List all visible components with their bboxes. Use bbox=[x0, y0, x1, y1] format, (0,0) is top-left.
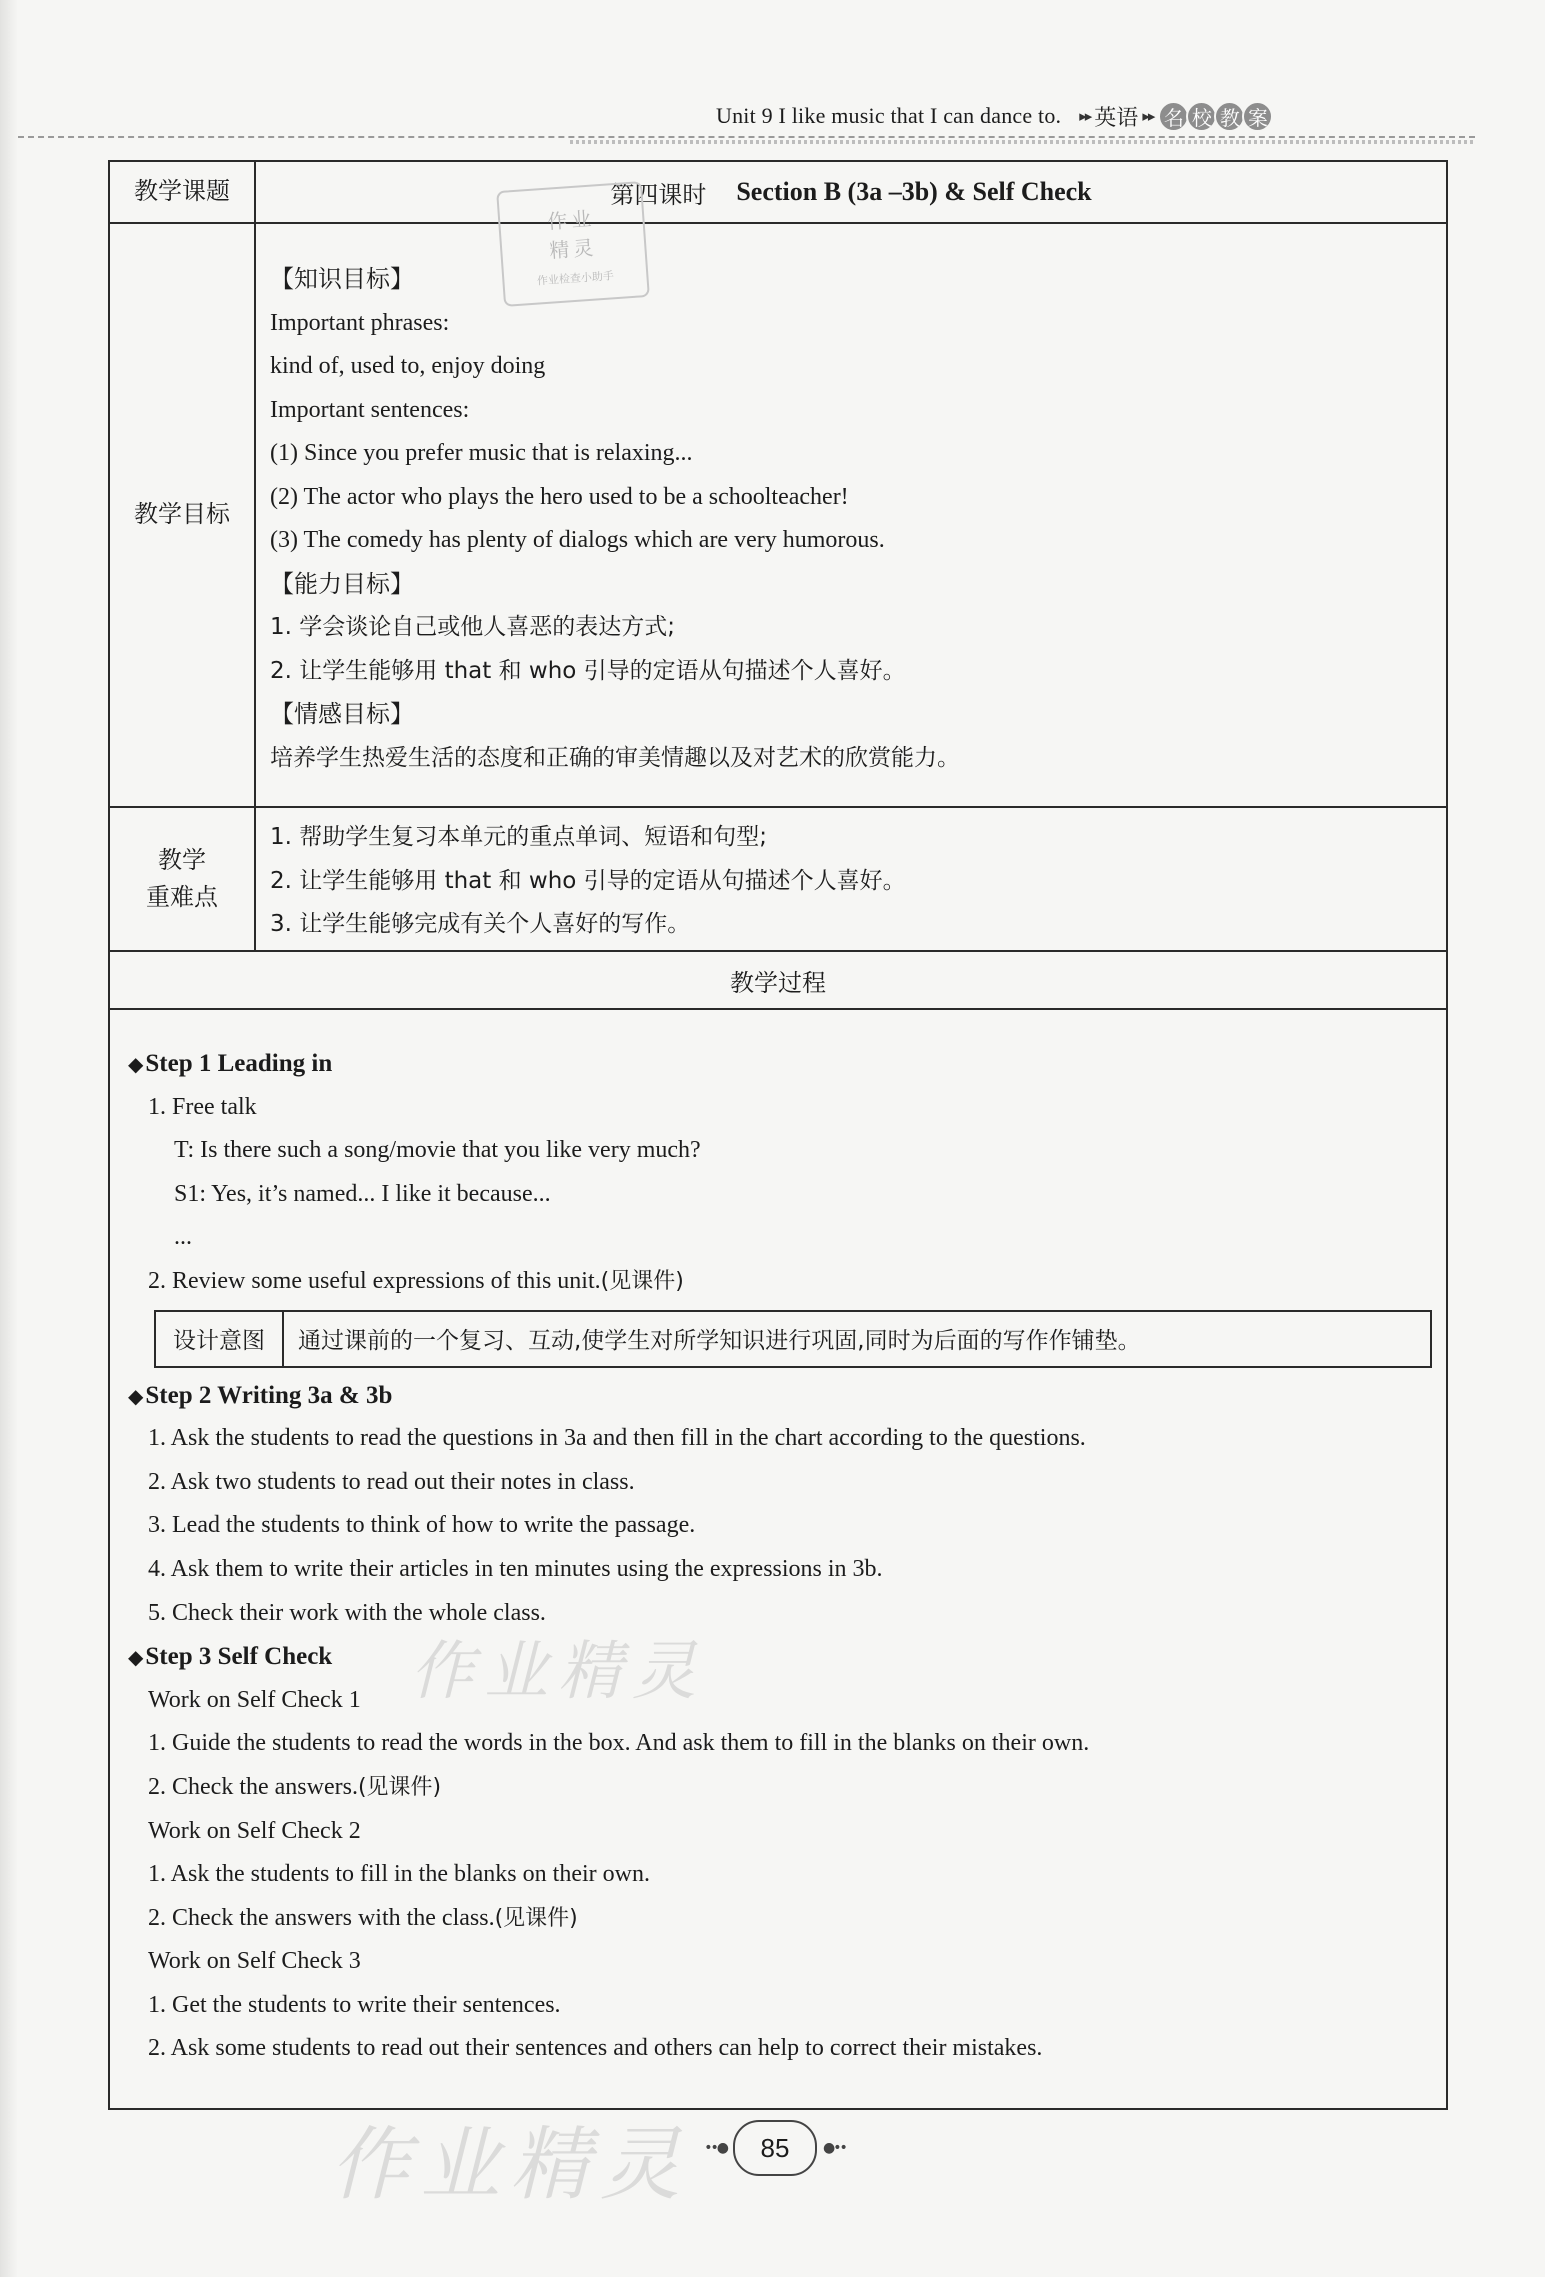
dialog-line: S1: Yes, it’s named... I like it because... bbox=[174, 1180, 551, 1207]
watermark: 作业精灵 bbox=[410, 1635, 706, 1709]
design-intent-box bbox=[154, 1310, 1432, 1368]
watermark: 作业精灵 bbox=[330, 2118, 690, 2211]
ability-heading: 【能力目标】 bbox=[270, 569, 414, 598]
step1-heading: Step 1 Leading in bbox=[145, 1050, 333, 1077]
step1-item2-en: 2. Review some useful expressions of this unit. bbox=[148, 1267, 601, 1294]
key-points-label-line: 教学 bbox=[158, 845, 206, 874]
self-check-heading: Work on Self Check 2 bbox=[148, 1817, 361, 1844]
step2-item: 4. Ask them to write their articles in ten minutes using the expressions in 3b. bbox=[148, 1555, 883, 1582]
self-check-heading: Work on Self Check 3 bbox=[148, 1948, 361, 1975]
key-points-label-line: 重难点 bbox=[146, 883, 218, 911]
phrases: kind of, used to, enjoy doing bbox=[270, 353, 546, 379]
badge-char: 校 bbox=[1186, 101, 1217, 132]
diamond-icon: ◆ bbox=[128, 1645, 144, 1670]
diamond-icon: ◆ bbox=[128, 1052, 144, 1076]
step1-item2-cn: (见课件) bbox=[600, 1268, 684, 1294]
sc2-item2-cn: (见课件) bbox=[494, 1905, 578, 1931]
step2-item: 5. Check their work with the whole class. bbox=[148, 1599, 546, 1626]
step3-item: 2. Ask some students to read out their sentences and others can help to correct their mistakes. bbox=[148, 2035, 1043, 2062]
badge-char: 案 bbox=[1242, 101, 1273, 132]
header-divider-dots bbox=[570, 140, 1475, 144]
dialog-ellipsis: ... bbox=[174, 1224, 192, 1251]
page-header bbox=[716, 96, 1465, 136]
step3-item: 1. Get the students to write their sentences. bbox=[148, 1991, 561, 2018]
key-point-item: 1. 帮助学生复习本单元的重点单词、短语和句型; bbox=[270, 824, 768, 850]
step-heading bbox=[128, 1374, 1432, 1418]
lesson-plan-table bbox=[108, 160, 1448, 2110]
topic-title bbox=[256, 162, 1446, 222]
arrows-right-icon: ▸▸ bbox=[1142, 108, 1154, 125]
topic-title-en: Section B (3a –3b) & Self Check bbox=[736, 177, 1092, 206]
stamp-logo bbox=[496, 181, 650, 307]
objectives-body bbox=[270, 224, 1436, 806]
badge-char: 教 bbox=[1214, 101, 1245, 132]
ability-item: 1. 学会谈论自己或他人喜恶的表达方式; bbox=[270, 614, 676, 640]
step3-item bbox=[128, 1766, 1432, 1810]
emotion-heading: 【情感目标】 bbox=[270, 700, 414, 728]
arrows-left-icon: ▸▸ bbox=[1079, 108, 1091, 125]
header-divider bbox=[18, 136, 1475, 138]
sentence-item: (1) Since you prefer music that is relaxing... bbox=[270, 440, 693, 466]
sc1-item2-en: 2. Check the answers. bbox=[148, 1773, 358, 1800]
page-edge bbox=[0, 0, 18, 2277]
dots-left-icon: ••● bbox=[704, 2140, 727, 2156]
step3-heading: Step 3 Self Check bbox=[145, 1643, 333, 1671]
key-point-item: 2. 让学生能够用 that 和 who 引导的定语从句描述个人喜好。 bbox=[270, 867, 906, 894]
design-intent-text: 通过课前的一个复习、互动,使学生对所学知识进行巩固,同时为后面的写作作铺垫。 bbox=[298, 1328, 1141, 1355]
knowledge-heading: 【知识目标】 bbox=[270, 265, 414, 293]
topic-label: 教学课题 bbox=[110, 162, 256, 222]
process-body bbox=[128, 1042, 1432, 2071]
step1-item: 1. Free talk bbox=[148, 1093, 257, 1120]
process-title: 教学过程 bbox=[730, 968, 826, 997]
dialog-line: T: Is there such a song/movie that you like very much? bbox=[174, 1137, 701, 1164]
key-points-row bbox=[110, 808, 1446, 952]
step2-heading: Step 2 Writing 3a & 3b bbox=[145, 1381, 393, 1409]
sentence-item: (2) The actor who plays the hero used to be a schoolteacher! bbox=[270, 483, 849, 510]
step3-item bbox=[128, 1897, 1432, 1941]
key-points-label bbox=[110, 808, 256, 950]
design-intent-label: 设计意图 bbox=[156, 1312, 284, 1366]
topic-row bbox=[110, 162, 1446, 224]
page-number-value: 85 bbox=[733, 2120, 817, 2176]
stamp-text: 精灵 bbox=[548, 235, 599, 263]
sc2-item2-en: 2. Check the answers with the class. bbox=[148, 1904, 495, 1931]
badge-char: 名 bbox=[1158, 101, 1189, 132]
topic-title-cn: 第四课时 bbox=[610, 180, 707, 209]
dots-right-icon: ●•• bbox=[823, 2140, 846, 2156]
page-number bbox=[690, 2118, 860, 2178]
step2-item: 1. Ask the students to read the questions in 3a and then fill in the chart according to the questions. bbox=[148, 1425, 1086, 1452]
unit-title: Unit 9 I like music that I can dance to. bbox=[716, 103, 1062, 128]
step2-item: 3. Lead the students to think of how to write the passage. bbox=[148, 1512, 696, 1539]
key-point-item: 3. 让学生能够完成有关个人喜好的写作。 bbox=[270, 911, 691, 937]
subject-label: 英语 bbox=[1094, 105, 1139, 131]
objectives-label: 教学目标 bbox=[110, 224, 256, 806]
process-title-row bbox=[110, 952, 1446, 1010]
sentence-item: (3) The comedy has plenty of dialogs which are very humorous. bbox=[270, 527, 885, 553]
sentences-label: Important sentences: bbox=[270, 396, 470, 423]
emotion-text: 培养学生热爱生活的态度和正确的审美情趣以及对艺术的欣赏能力。 bbox=[270, 744, 960, 771]
diamond-icon: ◆ bbox=[128, 1383, 144, 1408]
step3-item: 1. Guide the students to read the words in the box. And ask them to fill in the blanks on their own. bbox=[148, 1730, 1090, 1757]
step-heading bbox=[128, 1635, 1432, 1679]
key-points-body bbox=[270, 808, 1436, 950]
objectives-row bbox=[110, 224, 1446, 808]
self-check-heading: Work on Self Check 1 bbox=[148, 1686, 361, 1713]
sc1-item2-cn: (见课件) bbox=[357, 1774, 442, 1800]
ability-item: 2. 让学生能够用 that 和 who 引导的定语从句描述个人喜好。 bbox=[270, 657, 906, 684]
step-heading bbox=[128, 1042, 1432, 1086]
step3-item: 1. Ask the students to fill in the blanks on their own. bbox=[148, 1861, 650, 1888]
stamp-text: 作业 bbox=[546, 206, 597, 234]
stamp-text: 作业检查小助手 bbox=[536, 269, 615, 288]
step2-item: 2. Ask two students to read out their notes in class. bbox=[148, 1468, 635, 1495]
step1-item bbox=[128, 1260, 1432, 1304]
phrases-label: Important phrases: bbox=[270, 309, 450, 336]
series-badge bbox=[1161, 101, 1273, 132]
